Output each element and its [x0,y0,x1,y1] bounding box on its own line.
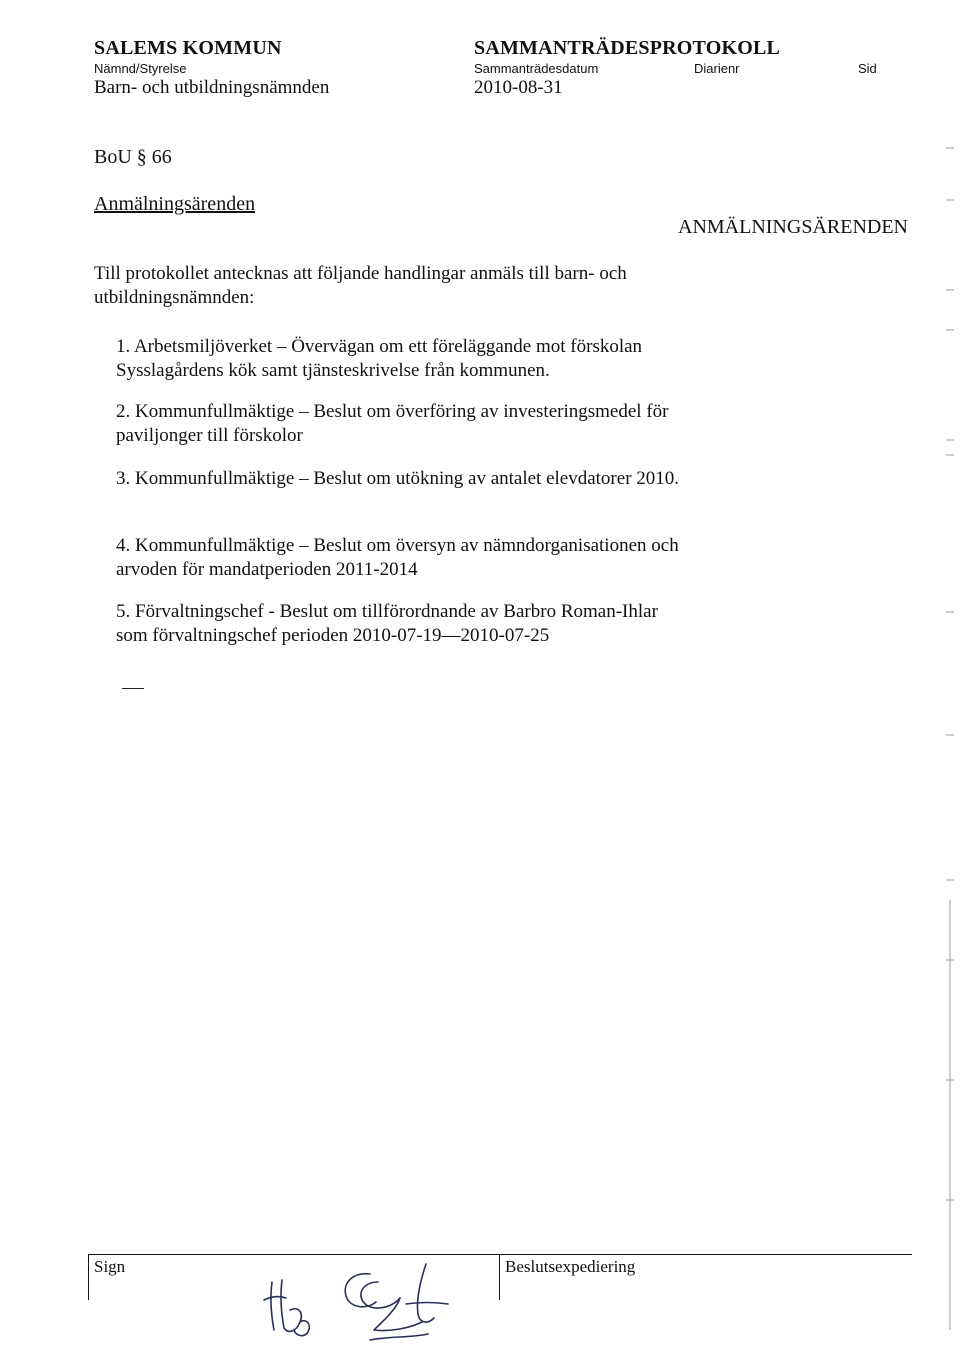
organization-name: SALEMS KOMMUN [94,37,282,59]
sign-label: Sign [94,1257,126,1276]
paragraph-number: BoU § 66 [94,146,172,168]
list-item: 2. Kommunfullmäktige – Beslut om överföring av investeringsmedel för paviljonger till förskolor [116,401,669,446]
meeting-date: 2010-08-31 [474,77,563,98]
subject-heading: Anmälningsärenden [94,193,256,215]
list-item: 1. Arbetsmiljöverket – Övervägan om ett föreläggande mot förskolan Sysslagårdens kök samt tjänsteskrivelse från kommunen. [116,336,643,381]
page-label: Sid [858,61,877,76]
footer-left-divider [88,1254,89,1300]
list-item: 5. Förvaltningschef - Beslut om tillförordnande av Barbro Roman-Ihlar som förvaltningschef perioden 2010-07-19—2010-07-25 [116,601,658,646]
committee-label: Nämnd/Styrelse [94,61,187,76]
category-label: ANMÄLNINGSÄRENDEN [678,216,908,238]
document-type: SAMMANTRÄDESPROTOKOLL [474,37,781,59]
end-dash [122,688,144,689]
intro-text: Till protokollet antecknas att följande handlingar anmäls till barn- och utbildningsnämnden: [94,263,627,308]
diarienr-label: Diarienr [694,61,740,76]
footer-rule [88,1254,912,1255]
committee-name: Barn- och utbildningsnämnden [94,77,330,98]
handwritten-signature [250,1252,490,1347]
list-item: 4. Kommunfullmäktige – Beslut om översyn av nämndorganisationen och arvoden för mandatperioden 2011-2014 [116,535,679,580]
list-item: 3. Kommunfullmäktige – Beslut om utökning av antalet elevdatorer 2010. [116,468,680,489]
dispatch-label: Beslutsexpediering [505,1257,636,1276]
scan-edge-marks [940,0,960,1349]
footer-middle-divider [499,1254,500,1300]
date-label: Sammanträdesdatum [474,61,599,76]
